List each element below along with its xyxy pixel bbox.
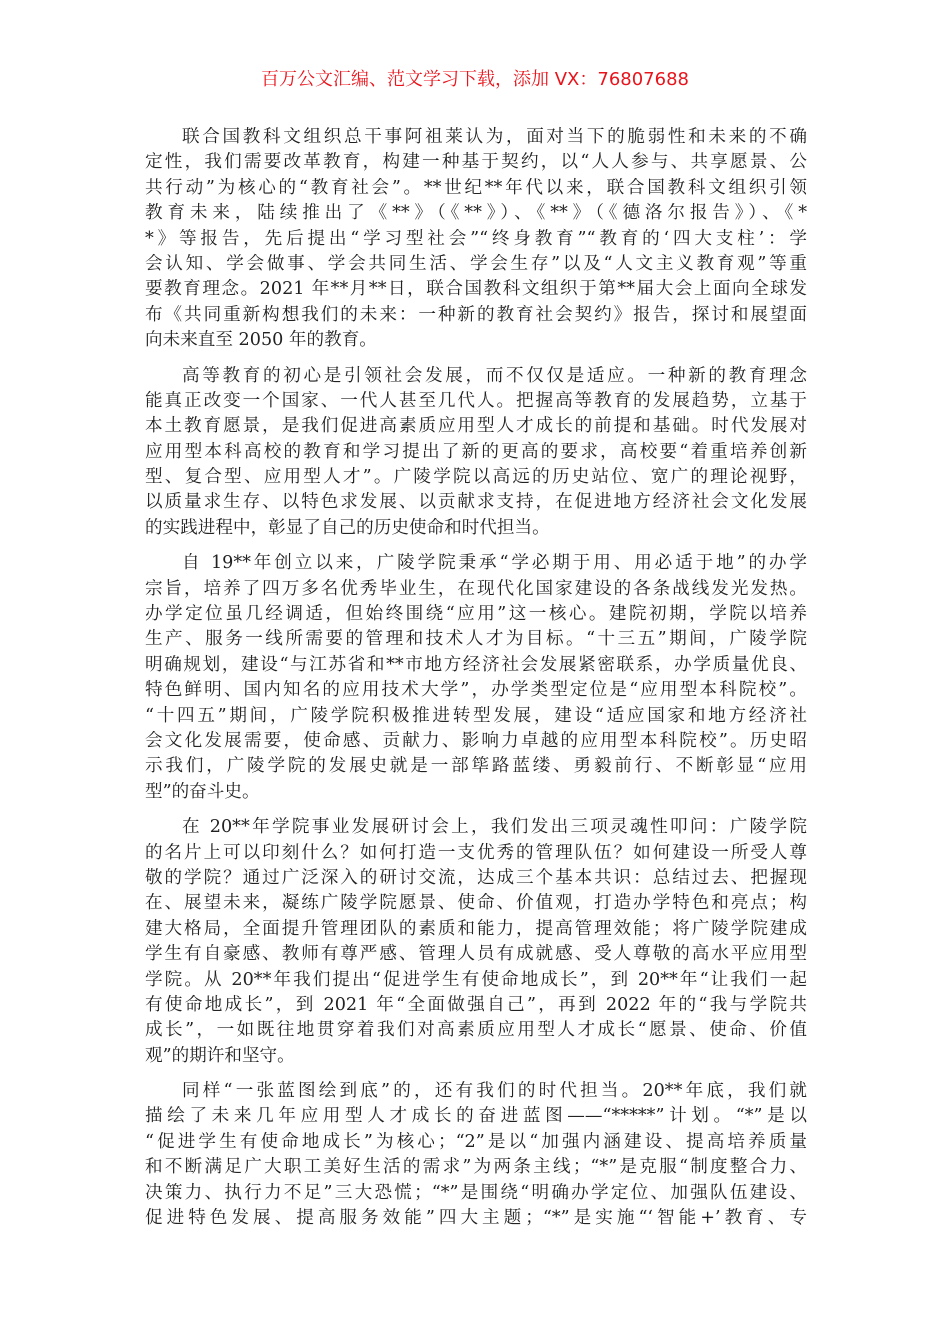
paragraph [145,815,807,1069]
text-line: 在、展望未来，凝练广陵学院愿景、使命、价值观，打造办学特色和亮点；构 [145,893,807,914]
text-line: 同样“一张蓝图绘到底”的，还有我们的时代担当。20**年底，我们就 [182,1081,807,1102]
download-banner: 百万公文汇编、范文学习下载，添加 VX：76807688 [261,69,689,90]
text-line: 促进特色发展、提高服务效能”四大主题；“*”是实施“‘智能+’教育、专 [145,1208,807,1229]
text-line: 学生有自豪感、教师有尊严感、管理人员有成就感、受人尊敬的高水平应用型 [145,944,807,965]
text-line: 教育未来，陆续推出了《**》（《**》）、《**》（《德洛尔报告》）、《* [145,203,807,224]
text-line: 成长”，一如既往地贯穿着我们对高素质应用型人才成长“愿景、使命、价值 [145,1020,807,1041]
text-line: 在 20**年学院事业发展研讨会上，我们发出三项灵魂性叩问：广陵学院 [182,817,807,838]
text-line: 办学定位虽几经调适，但始终围绕“应用”这一核心。建院初期，学院以培养 [145,604,807,625]
text-line: 示我们，广陵学院的发展史就是一部筚路蓝缕、勇毅前行、不断彰显“应用 [145,756,807,777]
text-line: 以质量求生存、以特色求发展、以贡献求支持，在促进地方经济社会文化发展 [145,492,807,513]
text-line: 本土教育愿景，是我们促进高素质应用型人才成长的前提和基础。时代发展对 [145,416,807,437]
text-line: “促进学生有使命地成长”为核心；“2”是以“加强内涵建设、提高培养质量 [145,1131,807,1152]
paragraph [145,551,807,805]
text-line: 学院。从 20**年我们提出“促进学生有使命地成长”，到 20**年“让我们一起 [145,969,807,990]
text-line: 描绘了未来几年应用型人才成长的奋进蓝图——“*****”计划。“*”是以 [145,1106,807,1127]
text-line: 建大格局，全面提升管理团队的素质和能力，提高管理效能；将广陵学院建成 [145,918,807,939]
paragraph [145,125,807,354]
text-line: 向未来直至 2050 年的教育。 [145,330,377,351]
text-line: 的实践进程中，彰显了自己的历史使命和时代担当。 [145,517,550,538]
text-line: 宗旨，培养了四万多名优秀毕业生，在现代化国家建设的各条战线发光发热。 [145,578,807,599]
paragraph [145,1079,807,1231]
text-line: 特色鲜明、国内知名的应用技术大学”，办学类型定位是“应用型本科院校”。 [145,680,807,701]
text-line: “十四五”期间，广陵学院积极推进转型发展，建设“适应国家和地方经济社 [145,705,807,726]
text-line: 决策力、执行力不足”三大恐慌；“*”是围绕“明确办学定位、加强队伍建设、 [145,1182,807,1203]
text-line: 共行动”为核心的“教育社会”。**世纪**年代以来，联合国教科文组织引领 [145,177,807,198]
text-line: 会文化发展需要，使命感、贡献力、影响力卓越的应用型本科院校”。历史昭 [145,730,807,751]
paragraph [145,364,807,542]
text-line: 要教育理念。2021 年**月**日，联合国教科文组织于第**届大会上面向全球发 [145,279,807,300]
text-line: 高等教育的初心是引领社会发展，而不仅仅是适应。一种新的教育理念 [182,365,807,386]
text-line: 会认知、学会做事、学会共同生活、学会生存”以及“人文主义教育观”等重 [145,253,807,274]
text-line: 联合国教科文组织总干事阿祖莱认为，面对当下的脆弱性和未来的不确 [182,127,807,147]
text-line: 能真正改变一个国家、一代人甚至几代人。把握高等教育的发展趋势，立基于 [145,390,807,411]
text-line: 有使命地成长”，到 2021 年“全面做强自己”，再到 2022 年的“我与学院共 [145,994,807,1015]
text-line: 明确规划，建设“与江苏省和**市地方经济社会发展紧密联系，办学质量优良、 [145,654,807,675]
text-line: 型、复合型、应用型人才”。广陵学院以高远的历史站位、宽广的理论视野， [145,467,807,488]
text-line: 型”的奋斗史。 [145,781,260,802]
text-line: 定性，我们需要改革教育，构建一种基于契约，以“人人参与、共享愿景、公 [145,152,807,173]
text-line: 观”的期许和坚守。 [145,1045,295,1066]
text-line: 自 19**年创立以来，广陵学院秉承“学必期于用、用必适于地”的办学 [182,553,807,574]
text-line: 应用型本科高校的教育和学习提出了新的更高的要求，高校要“着重培养创新 [145,441,807,462]
text-line: *》等报告，先后提出“学习型社会”“终身教育”“教育的‘四大支柱’：学 [145,228,807,249]
text-line: 布《共同重新构想我们的未来：一种新的教育社会契约》报告，探讨和展望面 [145,304,807,325]
text-line: 敬的学院？通过广泛深入的研讨交流，达成三个基本共识：总结过去、把握现 [145,867,807,888]
text-line: 生产、服务一线所需要的管理和技术人才为目标。“十三五”期间，广陵学院 [145,629,807,650]
document-body [145,125,807,1241]
text-line: 的名片上可以印刻什么？如何打造一支优秀的管理队伍？如何建设一所受人尊 [145,842,807,863]
text-line: 和不断满足广大职工美好生活的需求”为两条主线；“*”是克服“制度整合力、 [145,1157,807,1178]
